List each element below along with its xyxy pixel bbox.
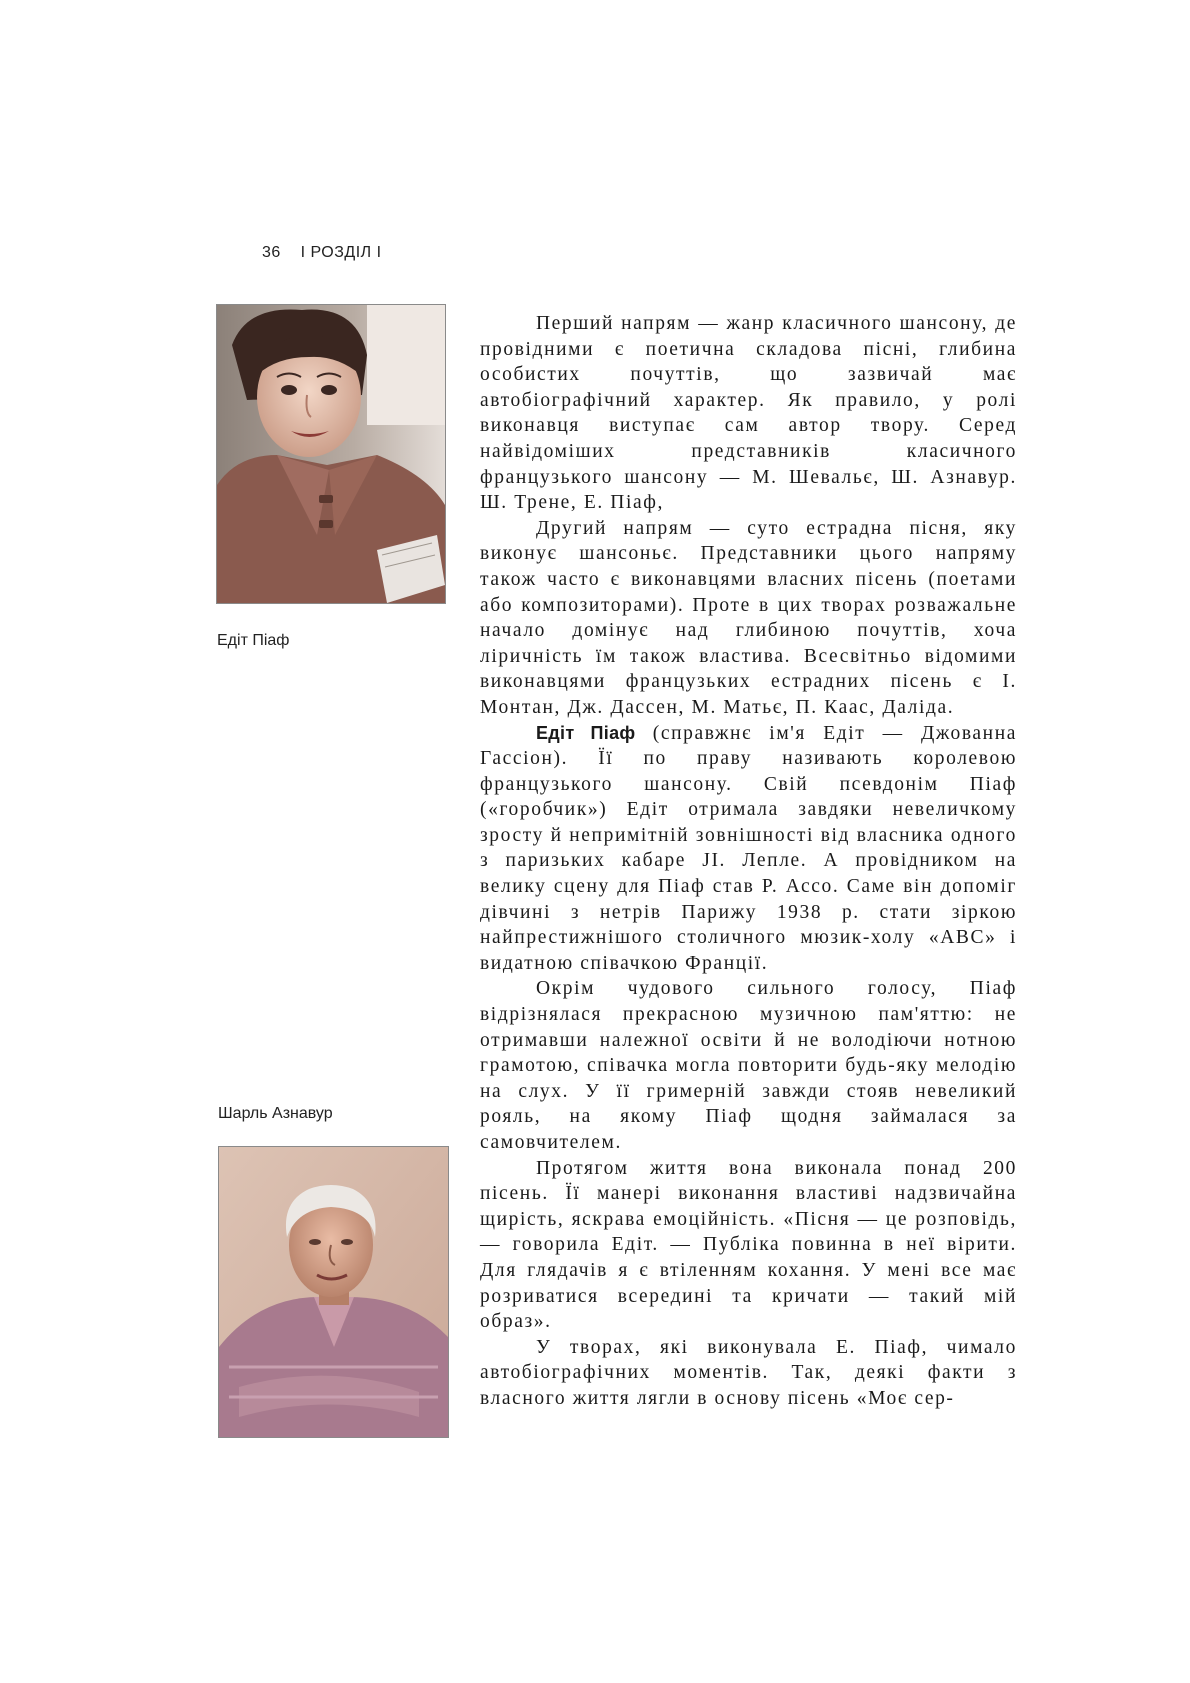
charles-aznavour-photo — [218, 1146, 449, 1438]
paragraph-4-text: Окрім чудового сильного голосу, Піаф відрізнялася прекрасною музичною пам'яттю: не отримавши належної освіти й не володіючи нотною грамотою, співачка могла повторити будь-яку мелодію на слух. У її гримерній завжди стояв невеликий рояль, на якому Піаф щодня займалася за самовчителем. — [480, 978, 1017, 1153]
running-head — [262, 244, 382, 262]
paragraph-3 — [480, 721, 1017, 977]
paragraph-2 — [480, 516, 1017, 721]
paragraph-4 — [480, 976, 1017, 1155]
paragraph-1-text: Перший напрям — жанр класичного шансону, де провідними є поетична складова пісні, глибина особистих почуттів, що зазвичай має автобіографічний характер. Як правило, у ролі виконавця виступає сам автор твору. Серед найвідоміших представників класичного французького шансону — М. Шевальє, Ш. Азнавур. Ш. Трене, Е. Піаф, — [480, 313, 1017, 514]
paragraph-6 — [480, 1335, 1017, 1412]
charles-aznavour-caption: Шарль Азнавур — [218, 1105, 333, 1122]
paragraph-2-text: Другий напрям — суто естрадна пісня, яку виконує шансоньє. Представники цього напряму також часто є виконавцями власних пісень (поетами або композиторами). Проте в цих творах розважальне начало домінує над глибиною почуттів, хоча ліричність їм також властива. Всесвітньо відомими виконавцями французьких естрадних пісень є І. Монтан, Дж. Дассен, М. Матьє, П. Каас, Даліда. — [480, 517, 1017, 718]
paragraph-1 — [480, 311, 1017, 516]
paragraph-6-text: У творах, які виконувала Е. Піаф, чимало автобіографічних моментів. Так, деякі факти з власного життя лягли в основу пісень «Моє сер- — [480, 1336, 1017, 1409]
paragraph-3-text: (справжнє ім'я Едіт — Джованна Гассіон). Її по праву називають королевою французького шансону. Свій псевдонім Піаф («горобчик») Едіт отримала завдяки невеличкому зросту й непримітній зовнішності від власника одного з паризьких кабаре JI. Лепле. А провідником на велику сцену для Піаф став Р. Ассо. Саме він допоміг дівчині з нетрів Парижу 1938 р. стати зіркою найпрестижнішого столичного мюзик-холу «АВС» і видатною співачкою Франції. — [480, 722, 1017, 974]
paragraph-3-lead: Едіт Піаф — [536, 722, 636, 743]
edith-piaf-photo — [216, 304, 446, 604]
paragraph-5-text: Протягом життя вона виконала понад 200 пісень. Її манері виконання властиві надзвичайна щирість, яскрава емоційність. «Пісня — це розповідь, — говорила Едіт. — Публіка повинна в неї вірити. Для глядачів я є втіленням кохання. У мені все має розриватися всередині та кричати — такий мій образ». — [480, 1157, 1017, 1333]
edith-piaf-caption: Едіт Піаф — [217, 632, 290, 649]
paragraph-5 — [480, 1156, 1017, 1335]
section-title: І РОЗДІЛ І — [300, 244, 382, 261]
article-body — [480, 311, 1017, 1412]
page-number: 36 — [262, 244, 281, 261]
